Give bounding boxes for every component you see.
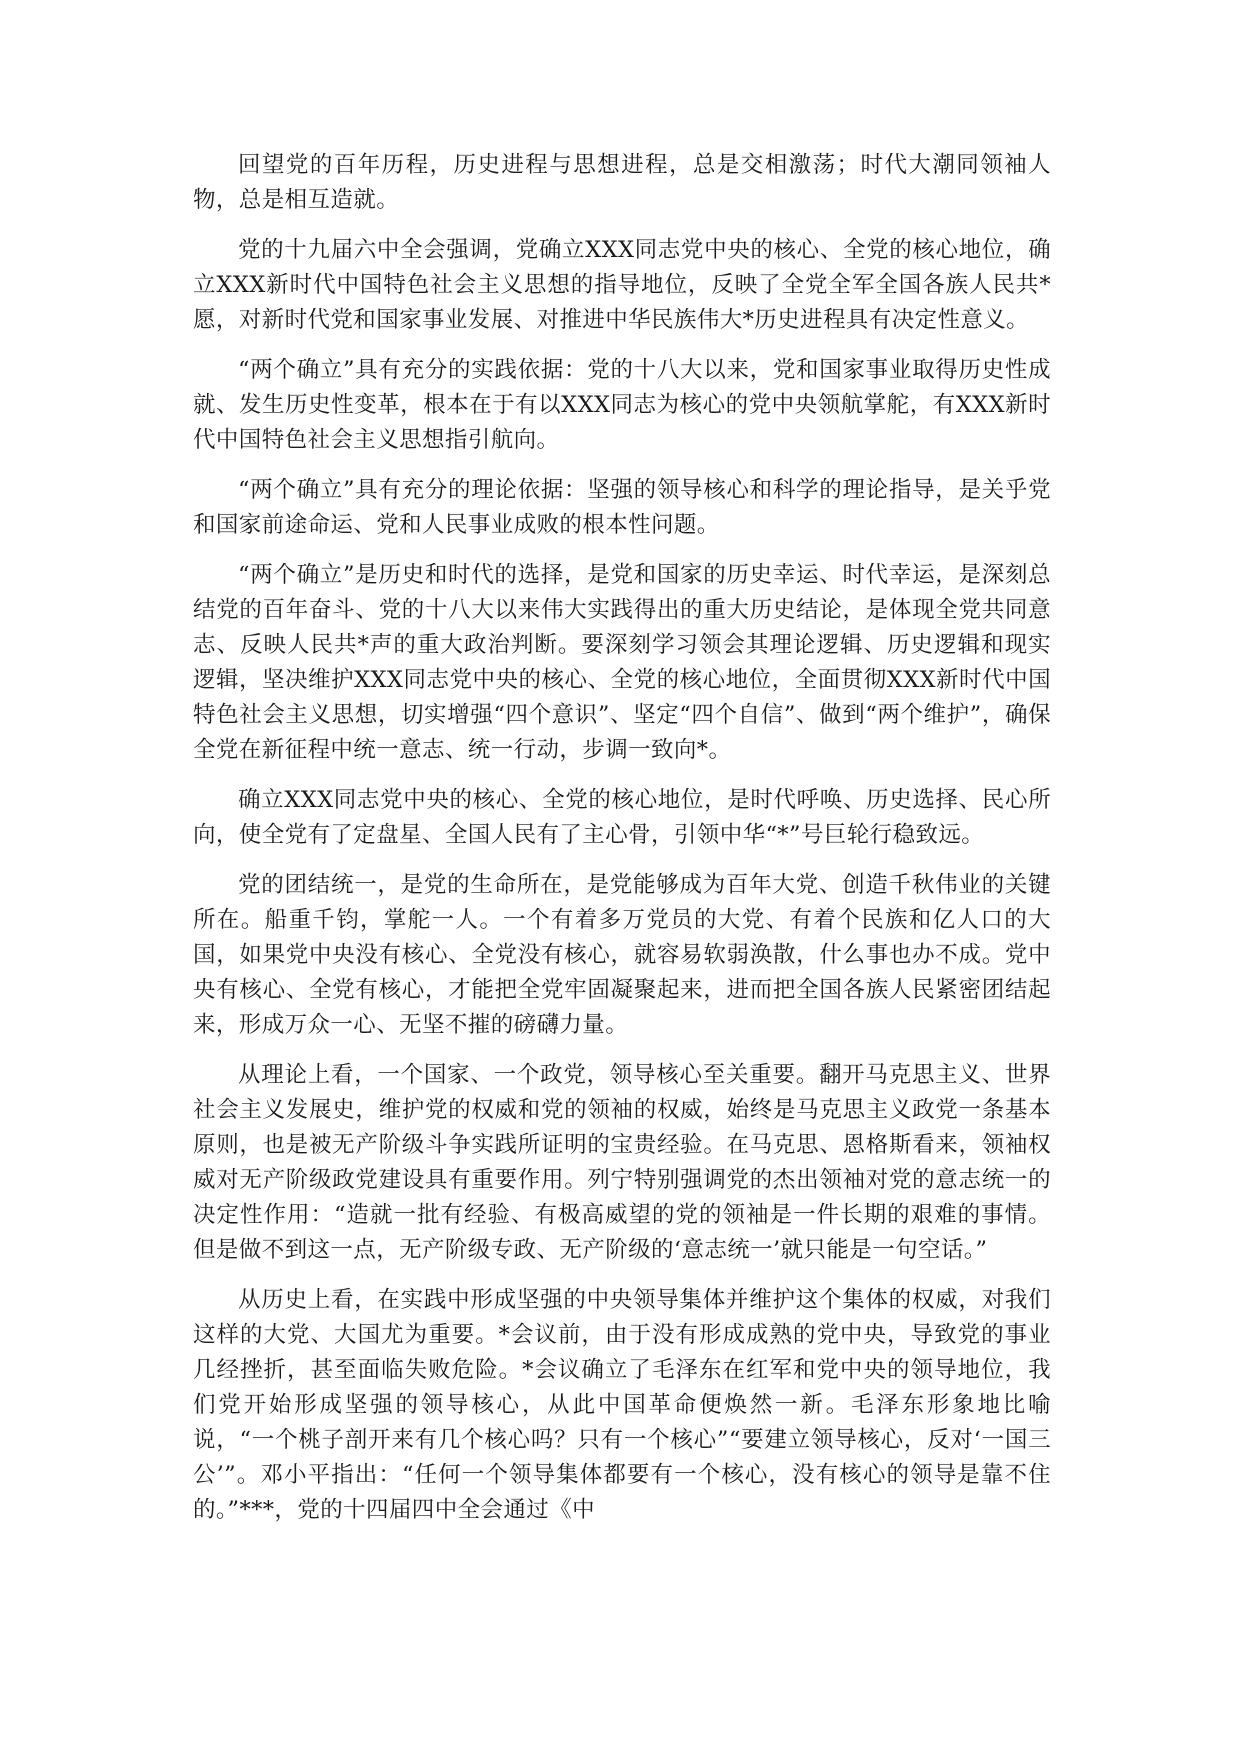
document-body — [193, 148, 1051, 1543]
paragraph-3: “两个确立”具有充分的实践依据：党的十八大以来，党和国家事业取得历史性成就、发生历史性变革，根本在于有以XXX同志为核心的党中央领航掌舵，有XXX新时代中国特色社会主义思想指引航向。 — [193, 357, 1051, 453]
paragraph-2: 党的十九届六中全会强调，党确立XXX同志党中央的核心、全党的核心地位，确立XXX新时代中国特色社会主义思想的指导地位，反映了全党全军全国各族人民共*愿，对新时代党和国家事业发展、对推进中华民族伟大*历史进程具有决定性意义。 — [193, 237, 1051, 333]
paragraph-8: 从理论上看，一个国家、一个政党，领导核心至关重要。翻开马克思主义、世界社会主义发展史，维护党的权威和党的领袖的权威，始终是马克思主义政党一条基本原则，也是被无产阶级斗争实践所证明的宝贵经验。在马克思、恩格斯看来，领袖权威对无产阶级政党建设具有重要作用。列宁特别强调党的杰出领袖对党的意志统一的决定性作用：“造就一批有经验、有极高威望的党的领袖是一件长期的艰难的事情。但是做不到这一点，无产阶级专政、无产阶级的‘意志统一’就只能是一句空话。” — [193, 1062, 1051, 1263]
paragraph-4: “两个确立”具有充分的理论依据：坚强的领导核心和科学的理论指导，是关乎党和国家前途命运、党和人民事业成败的根本性问题。 — [193, 477, 1051, 538]
paragraph-6: 确立XXX同志党中央的核心、全党的核心地位，是时代呼唤、历史选择、民心所向，使全党有了定盘星、全国人民有了主心骨，引领中华“*”号巨轮行稳致远。 — [193, 787, 1051, 848]
paragraph-7: 党的团结统一，是党的生命所在，是党能够成为百年大党、创造千秋伟业的关键所在。船重千钧，掌舵一人。一个有着多万党员的大党、有着个民族和亿人口的大国，如果党中央没有核心、全党没有核心，就容易软弱涣散，什么事也办不成。党中央有核心、全党有核心，才能把全党牢固凝聚起来，进而把全国各族人民紧密团结起来，形成万众一心、无坚不摧的磅礴力量。 — [193, 872, 1051, 1038]
paragraph-1: 回望党的百年历程，历史进程与思想进程，总是交相激荡；时代大潮同领袖人物，总是相互造就。 — [193, 152, 1051, 213]
paragraph-9: 从历史上看，在实践中形成坚强的中央领导集体并维护这个集体的权威，对我们这样的大党、大国尤为重要。*会议前，由于没有形成成熟的党中央，导致党的事业几经挫折，甚至面临失败危险。*会议确立了毛泽东在红军和党中央的领导地位，我们党开始形成坚强的领导核心，从此中国革命便焕然一新。毛泽东形象地比喻说，“一个桃子剖开来有几个核心吗？只有一个核心”“要建立领导核心，反对‘一国三公’”。邓小平指出：“任何一个领导集体都要有一个核心，没有核心的领导是靠不住的。”***，党的十四届四中全会通过《中 — [193, 1287, 1051, 1523]
paragraph-5: “两个确立”是历史和时代的选择，是党和国家的历史幸运、时代幸运，是深刻总结党的百年奋斗、党的十八大以来伟大实践得出的重大历史结论，是体现全党共同意志、反映人民共*声的重大政治判断。要深刻学习领会其理论逻辑、历史逻辑和现实逻辑，坚决维护XXX同志党中央的核心、全党的核心地位，全面贯彻XXX新时代中国特色社会主义思想，切实增强“四个意识”、坚定“四个自信”、做到“两个维护”，确保全党在新征程中统一意志、统一行动，步调一致向*。 — [193, 562, 1051, 763]
